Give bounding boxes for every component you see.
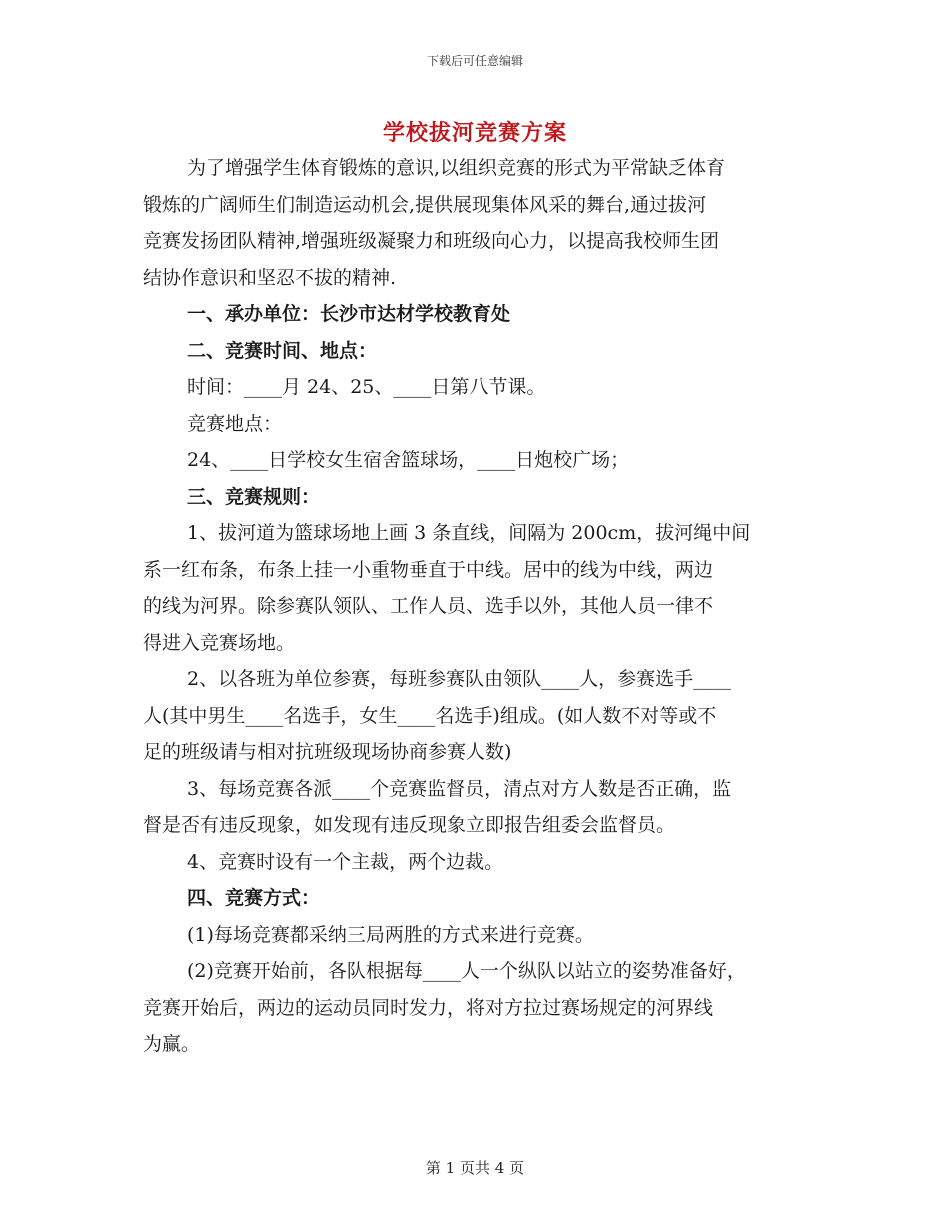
section-heading-rules: 三、竞赛规则：: [187, 485, 321, 508]
place-label: 竞赛地点：: [187, 412, 283, 435]
document-title: 学校拔河竞赛方案: [382, 120, 567, 146]
intro-line: 结协作意识和坚忍不拔的精神.: [143, 266, 397, 289]
rule-line: 的线为河界。除参赛队领队、工作人员、选手以外，其他人员一律不: [143, 595, 714, 617]
section-heading-organizer: 一、承办单位：长沙市达材学校教育处: [187, 303, 511, 325]
method-line: (1)每场竞赛都采纳三局两胜的方式来进行竞赛。: [187, 923, 594, 946]
method-line: 为赢。: [143, 1033, 201, 1055]
section-heading-method: 四、竞赛方式：: [187, 887, 321, 909]
intro-line: 锻炼的广阔师生们制造运动机会,提供展现集体风采的舞台,通过拔河: [143, 193, 707, 216]
time-line: 时间：____月 24、25、____日第八节课。: [187, 376, 546, 398]
section-heading-time-place: 二、竞赛时间、地点：: [187, 339, 378, 362]
intro-line: 竞赛发扬团队精神,增强班级凝聚力和班级向心力，以提高我校师生团: [143, 230, 720, 252]
page-header: 下载后可任意编辑: [426, 54, 523, 68]
rule-line: 人(其中男生____名选手，女生____名选手)组成。(如人数不对等或不: [143, 704, 717, 727]
rule-line: 4、竞赛时设有一个主裁，两个边裁。: [187, 850, 504, 873]
rule-line: 2、以各班为单位参赛，每班参赛队由领队____人，参赛选手____: [187, 668, 732, 690]
rule-line: 3、每场竞赛各派____个竞赛监督员，清点对方人数是否正确，监: [187, 777, 732, 800]
rule-line: 1、拔河道为篮球场地上画 3 条直线，间隔为 200cm，拔河绳中间: [187, 522, 751, 544]
page-footer: 第 1 页共 4 页: [425, 1159, 525, 1177]
rule-line: 得进入竞赛场地。: [143, 631, 296, 654]
method-line: (2)竞赛开始前，各队根据每____人一个纵队以站立的姿势准备好，: [187, 960, 746, 982]
document-body: [143, 150, 811, 1063]
rule-line: 足的班级请与相对抗班级现场协商参赛人数): [143, 741, 512, 763]
rule-line: 系一红布条，布条上挂一小重物垂直于中线。居中的线为中线，两边: [143, 558, 714, 581]
place-line: 24、____日学校女生宿舍篮球场，____日炮校广场；: [187, 449, 630, 471]
intro-line: 为了增强学生体育锻炼的意识,以组织竞赛的形式为平常缺乏体育: [187, 157, 726, 179]
method-line: 竞赛开始后，两边的运动员同时发力，将对方拉过赛场规定的河界线: [143, 996, 714, 1019]
rule-line: 督是否有违反现象，如发现有违反现象立即报告组委会监督员。: [143, 814, 676, 836]
